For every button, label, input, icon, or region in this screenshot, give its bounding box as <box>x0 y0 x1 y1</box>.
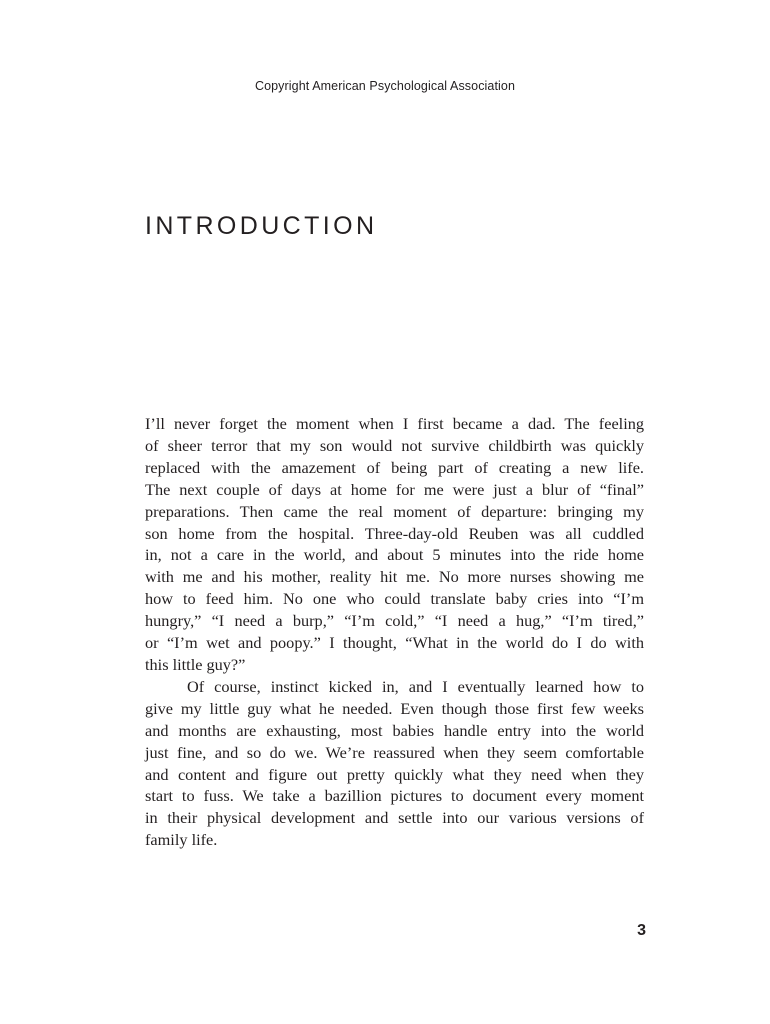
text-line: how to feed him. No one who could translate baby cries into “I’m <box>145 589 644 609</box>
text-line: start to fuss. We take a bazillion pictures to document every moment <box>145 786 644 806</box>
text-line: son home from the hospital. Three-day-old Reuben was all cuddled <box>145 523 644 543</box>
text-line: and months are exhausting, most babies handle entry into the world <box>145 720 644 740</box>
text-line: family life. <box>145 830 218 850</box>
text-line: Of course, instinct kicked in, and I eventually learned how to <box>187 676 644 696</box>
text-line: in, not a care in the world, and about 5 minutes into the ride home <box>145 545 644 565</box>
paragraph-1 <box>145 413 644 676</box>
text-line: The next couple of days at home for me were just a blur of “final” <box>145 479 644 499</box>
text-line: with me and his mother, reality hit me. No more nurses showing me <box>145 567 644 587</box>
text-line: replaced with the amazement of being part of creating a new life. <box>145 457 644 477</box>
body-text <box>145 413 644 851</box>
text-line: give my little guy what he needed. Even though those first few weeks <box>145 698 644 718</box>
text-line: of sheer terror that my son would not survive childbirth was quickly <box>145 435 644 455</box>
text-line: this little guy?” <box>145 654 246 674</box>
paragraph-2 <box>145 676 644 851</box>
page-number: 3 <box>637 922 646 939</box>
text-line: or “I’m wet and poopy.” I thought, “What in the world do I do with <box>145 633 644 653</box>
text-line: and content and figure out pretty quickly what they need when they <box>145 764 644 784</box>
text-line: in their physical development and settle into our various versions of <box>145 808 644 828</box>
text-line: just fine, and so do we. We’re reassured when they seem comfortable <box>145 742 644 762</box>
text-line: I’ll never forget the moment when I first became a dad. The feeling <box>145 414 644 433</box>
text-line: hungry,” “I need a burp,” “I’m cold,” “I need a hug,” “I’m tired,” <box>145 611 644 631</box>
chapter-title: INTRODUCTION <box>145 212 378 240</box>
text-line: preparations. Then came the real moment of departure: bringing my <box>145 501 644 521</box>
copyright-notice: Copyright American Psychological Association <box>254 79 516 93</box>
